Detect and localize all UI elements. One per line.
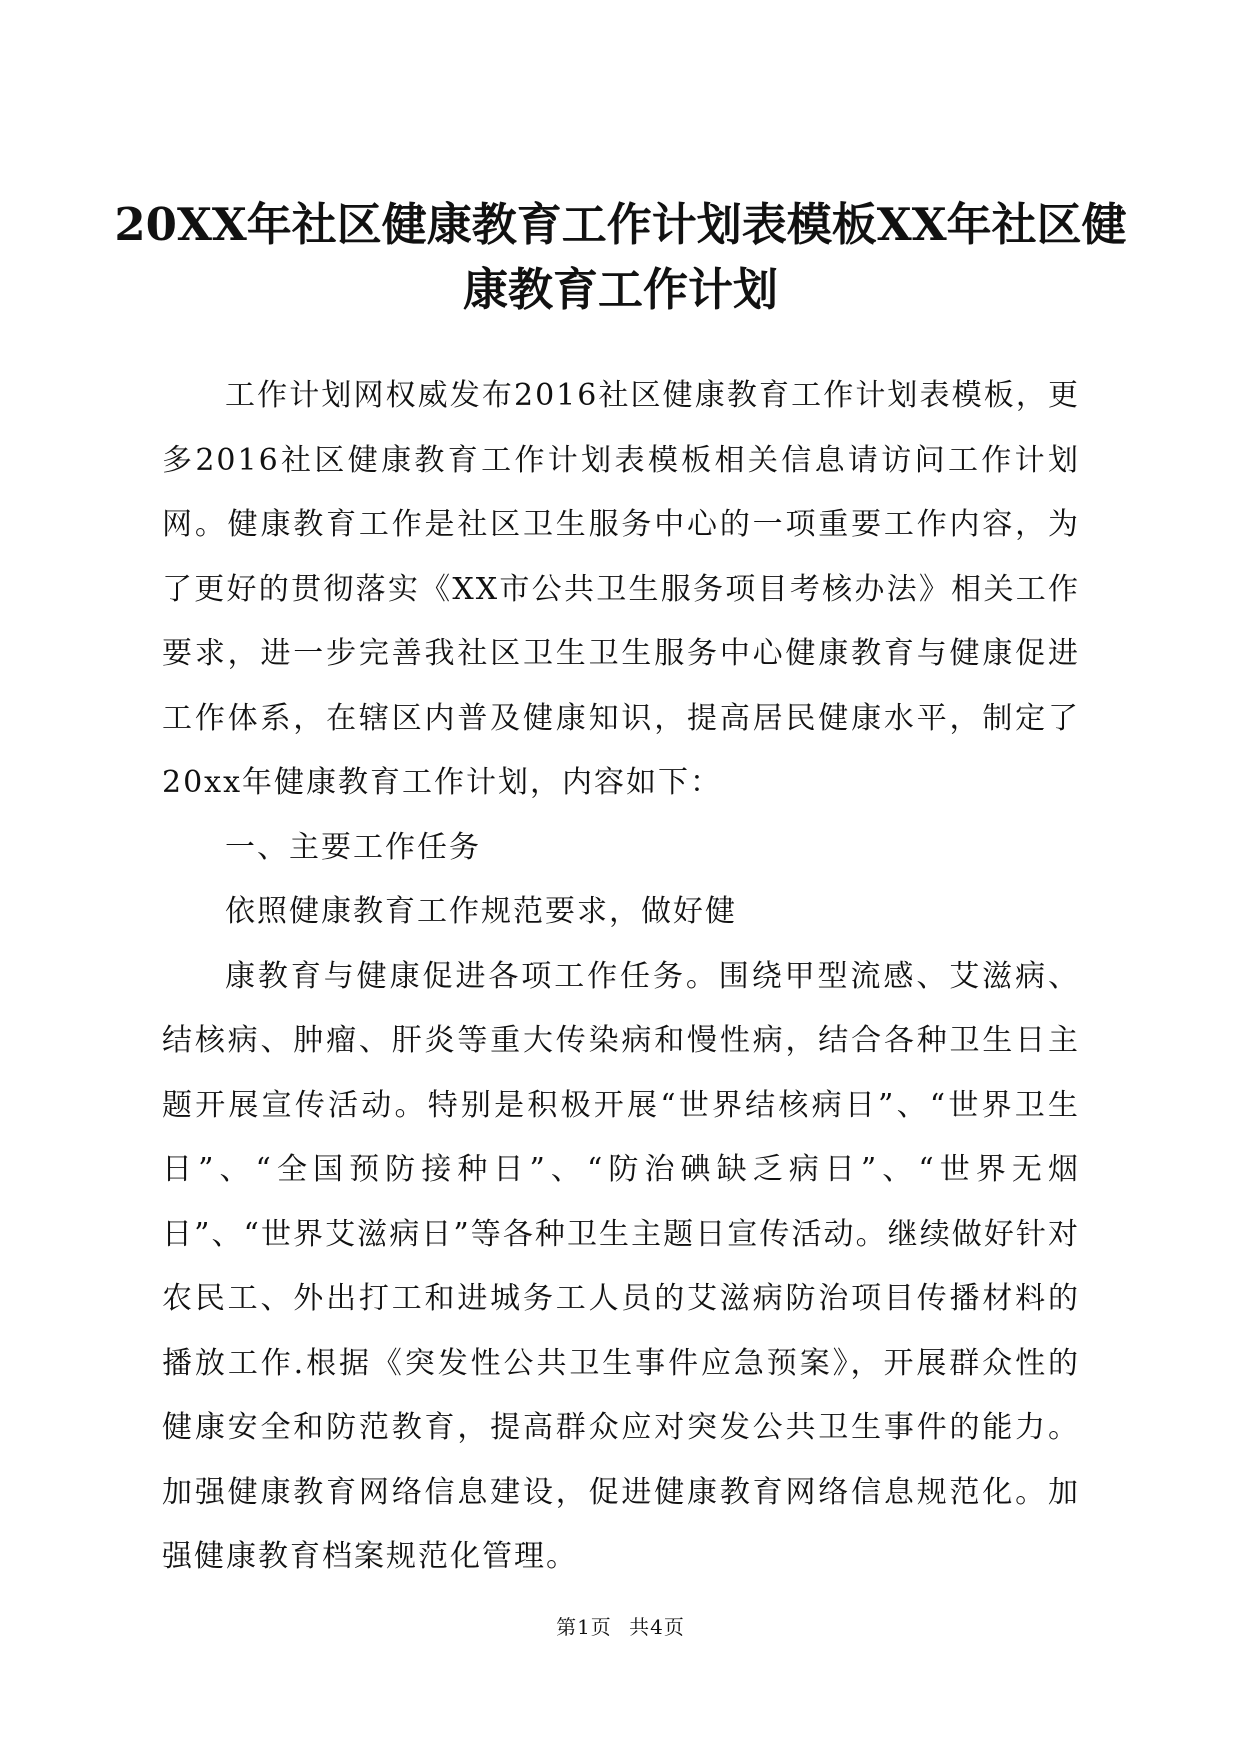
document-title: 20XX年社区健康教育工作计划表模板XX年社区健康教育工作计划 bbox=[114, 198, 1127, 316]
section-heading: 一、主要工作任务 bbox=[225, 829, 481, 865]
page-total: 共4页 bbox=[629, 1615, 685, 1639]
page-number: 第1页 bbox=[556, 1615, 612, 1639]
intro-paragraph: 工作计划网权威发布2016社区健康教育工作计划表模板，更多2016社区健康教育工作计划表模板相关信息请访问工作计划网。健康教育工作是社区卫生服务中心的一项重要工作内容，为了更好的贯彻落实《XX市公共卫生服务项目考核办法》相关工作要求，进一步完善我社区卫生卫生服务中心健康教育与健康促进工作体系，在辖区内普及健康知识，提高居民健康水平，制定了20xx年健康教育工作计划，内容如下： bbox=[162, 378, 1080, 800]
task-paragraph-body: 康教育与健康促进各项工作任务。围绕甲型流感、艾滋病、结核病、肿瘤、肝炎等重大传染病和慢性病，结合各种卫生日主题开展宣传活动。特别是积极开展“世界结核病日”、“世界卫生日”、“全国预防接种日”、“防治碘缺乏病日”、“世界无烟日”、“世界艾滋病日”等各种卫生主题日宣传活动。继续做好针对农民工、外出打工和进城务工人员的艾滋病防治项目传播材料的播放工作.根据《突发性公共卫生事件应急预案》，开展群众性的健康安全和防范教育，提高群众应对突发公共卫生事件的能力。加强健康教育网络信息建设，促进健康教育网络信息规范化。加强健康教育档案规范化管理。 bbox=[162, 958, 1080, 1574]
page-footer bbox=[0, 1613, 1241, 1641]
task-paragraph-start: 依照健康教育工作规范要求，做好健 bbox=[225, 894, 737, 929]
document-body bbox=[162, 364, 1080, 1590]
